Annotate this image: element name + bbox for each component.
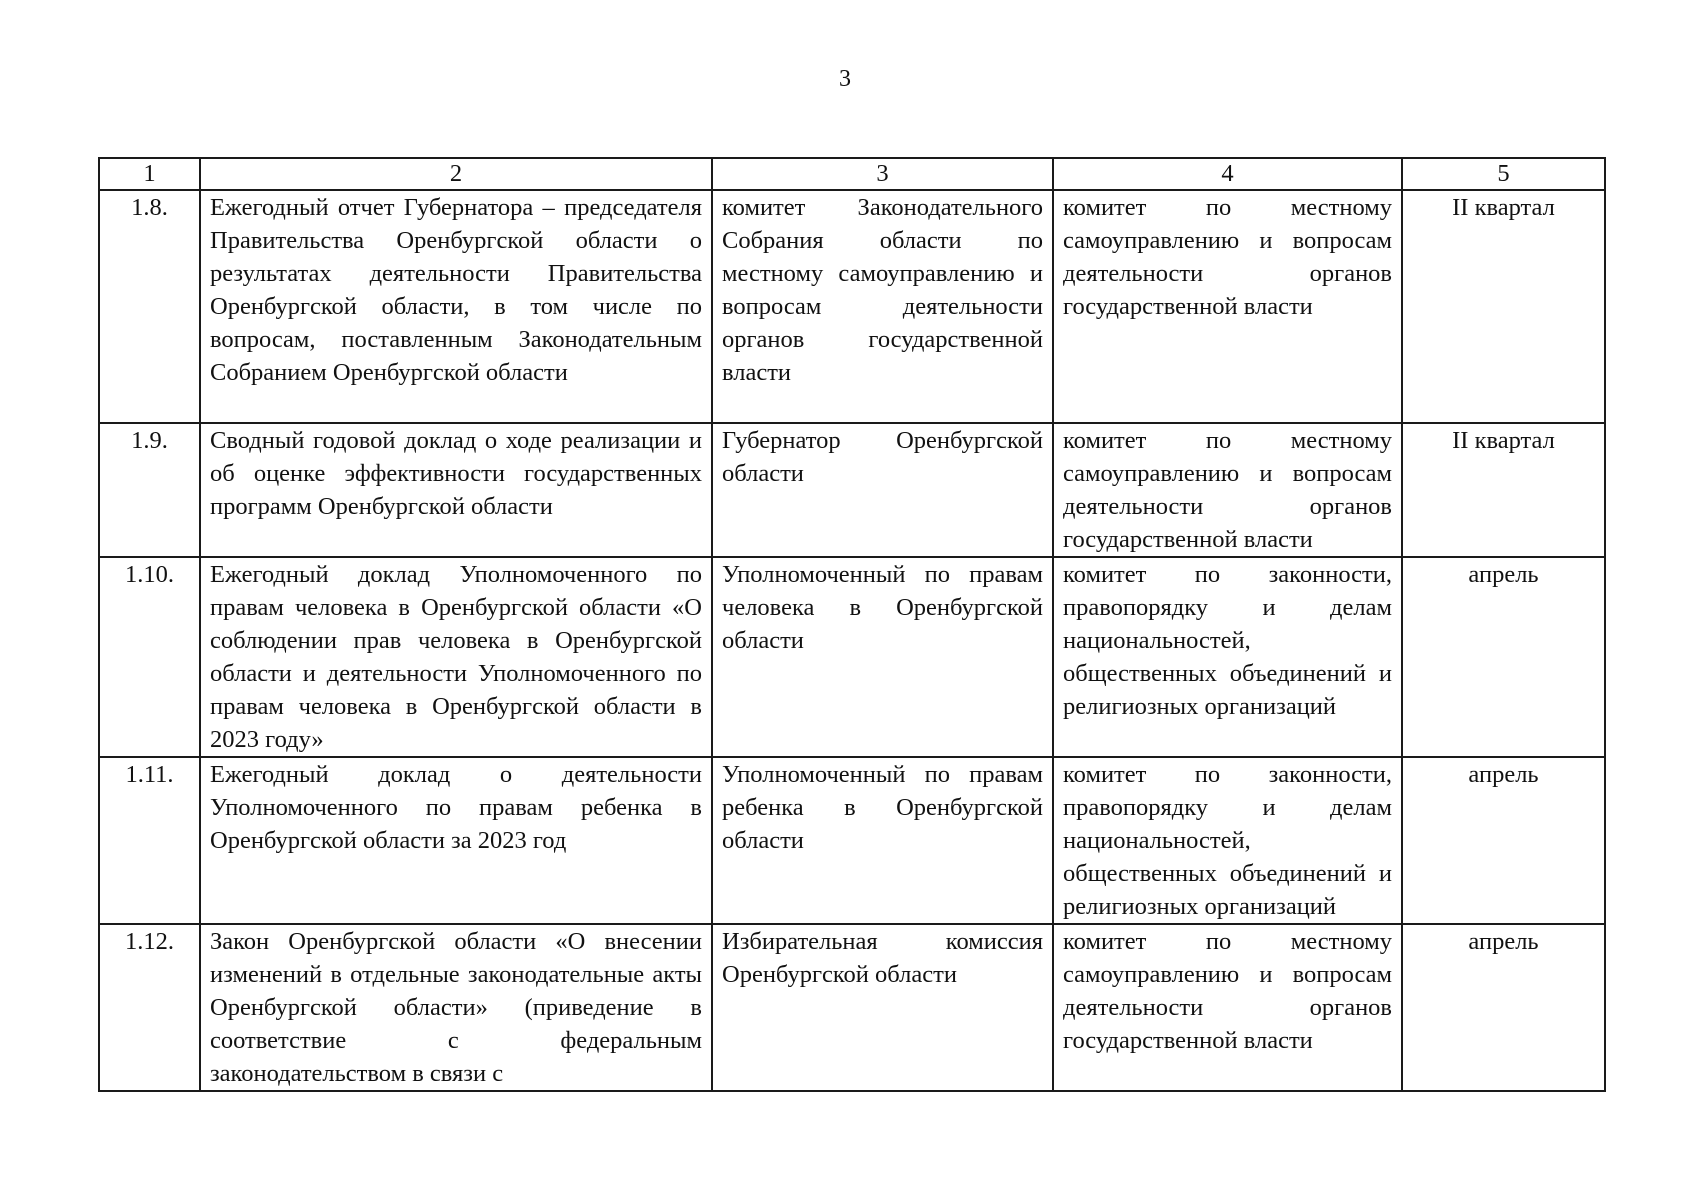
row-responsible: комитет по местному самоуправлению и вопросам деятельности органов государственной власти	[1053, 924, 1402, 1091]
table-row	[99, 757, 1605, 924]
row-period: апрель	[1402, 557, 1605, 757]
row-initiator: Губернатор Оренбургской области	[712, 423, 1053, 557]
row-responsible: комитет по местному самоуправлению и вопросам деятельности органов государственной власти	[1053, 190, 1402, 423]
row-number: 1.12.	[99, 924, 200, 1091]
row-number: 1.9.	[99, 423, 200, 557]
row-period: II квартал	[1402, 190, 1605, 423]
row-responsible: комитет по законности, правопорядку и делам национальностей, общественных объединений и религиозных организаций	[1053, 757, 1402, 924]
row-period: II квартал	[1402, 423, 1605, 557]
row-initiator: Уполномоченный по правам человека в Оренбургской области	[712, 557, 1053, 757]
table-row	[99, 557, 1605, 757]
row-title: Ежегодный доклад о деятельности Уполномоченного по правам ребенка в Оренбургской области за 2023 год	[200, 757, 712, 924]
table-row	[99, 190, 1605, 423]
row-title: Сводный годовой доклад о ходе реализации и об оценке эффективности государственных программ Оренбургской области	[200, 423, 712, 557]
row-number: 1.8.	[99, 190, 200, 423]
row-title: Закон Оренбургской области «О внесении изменений в отдельные законодательные акты Оренбургской области» (приведение в соответствие с федеральным законодательством в связи с	[200, 924, 712, 1091]
row-responsible: комитет по местному самоуправлению и вопросам деятельности органов государственной власти	[1053, 423, 1402, 557]
table-row	[99, 924, 1605, 1091]
column-header-2: 2	[200, 158, 712, 190]
row-number: 1.11.	[99, 757, 200, 924]
table-header-row	[99, 158, 1605, 190]
row-responsible: комитет по законности, правопорядку и делам национальностей, общественных объединений и религиозных организаций	[1053, 557, 1402, 757]
row-period: апрель	[1402, 757, 1605, 924]
row-title: Ежегодный доклад Уполномоченного по правам человека в Оренбургской области «О соблюдении прав человека в Оренбургской области и деятельности Уполномоченного по правам человека в Оренбургской области в 2023 году»	[200, 557, 712, 757]
row-period: апрель	[1402, 924, 1605, 1091]
row-title: Ежегодный отчет Губернатора – председателя Правительства Оренбургской области о результатах деятельности Правительства Оренбургской области, в том числе по вопросам, поставленным Законодательным Собранием Оренбургской области	[200, 190, 712, 423]
column-header-4: 4	[1053, 158, 1402, 190]
column-header-3: 3	[712, 158, 1053, 190]
row-initiator: Уполномоченный по правам ребенка в Оренбургской области	[712, 757, 1053, 924]
row-initiator: Избирательная комиссия Оренбургской области	[712, 924, 1053, 1091]
column-header-1: 1	[99, 158, 200, 190]
plan-table	[98, 157, 1606, 1092]
column-header-5: 5	[1402, 158, 1605, 190]
table-row	[99, 423, 1605, 557]
page-number: 3	[839, 66, 851, 92]
row-number: 1.10.	[99, 557, 200, 757]
row-initiator: комитет Законодательного Собрания области по местному самоуправлению и вопросам деятельности органов государственной власти	[712, 190, 1053, 423]
